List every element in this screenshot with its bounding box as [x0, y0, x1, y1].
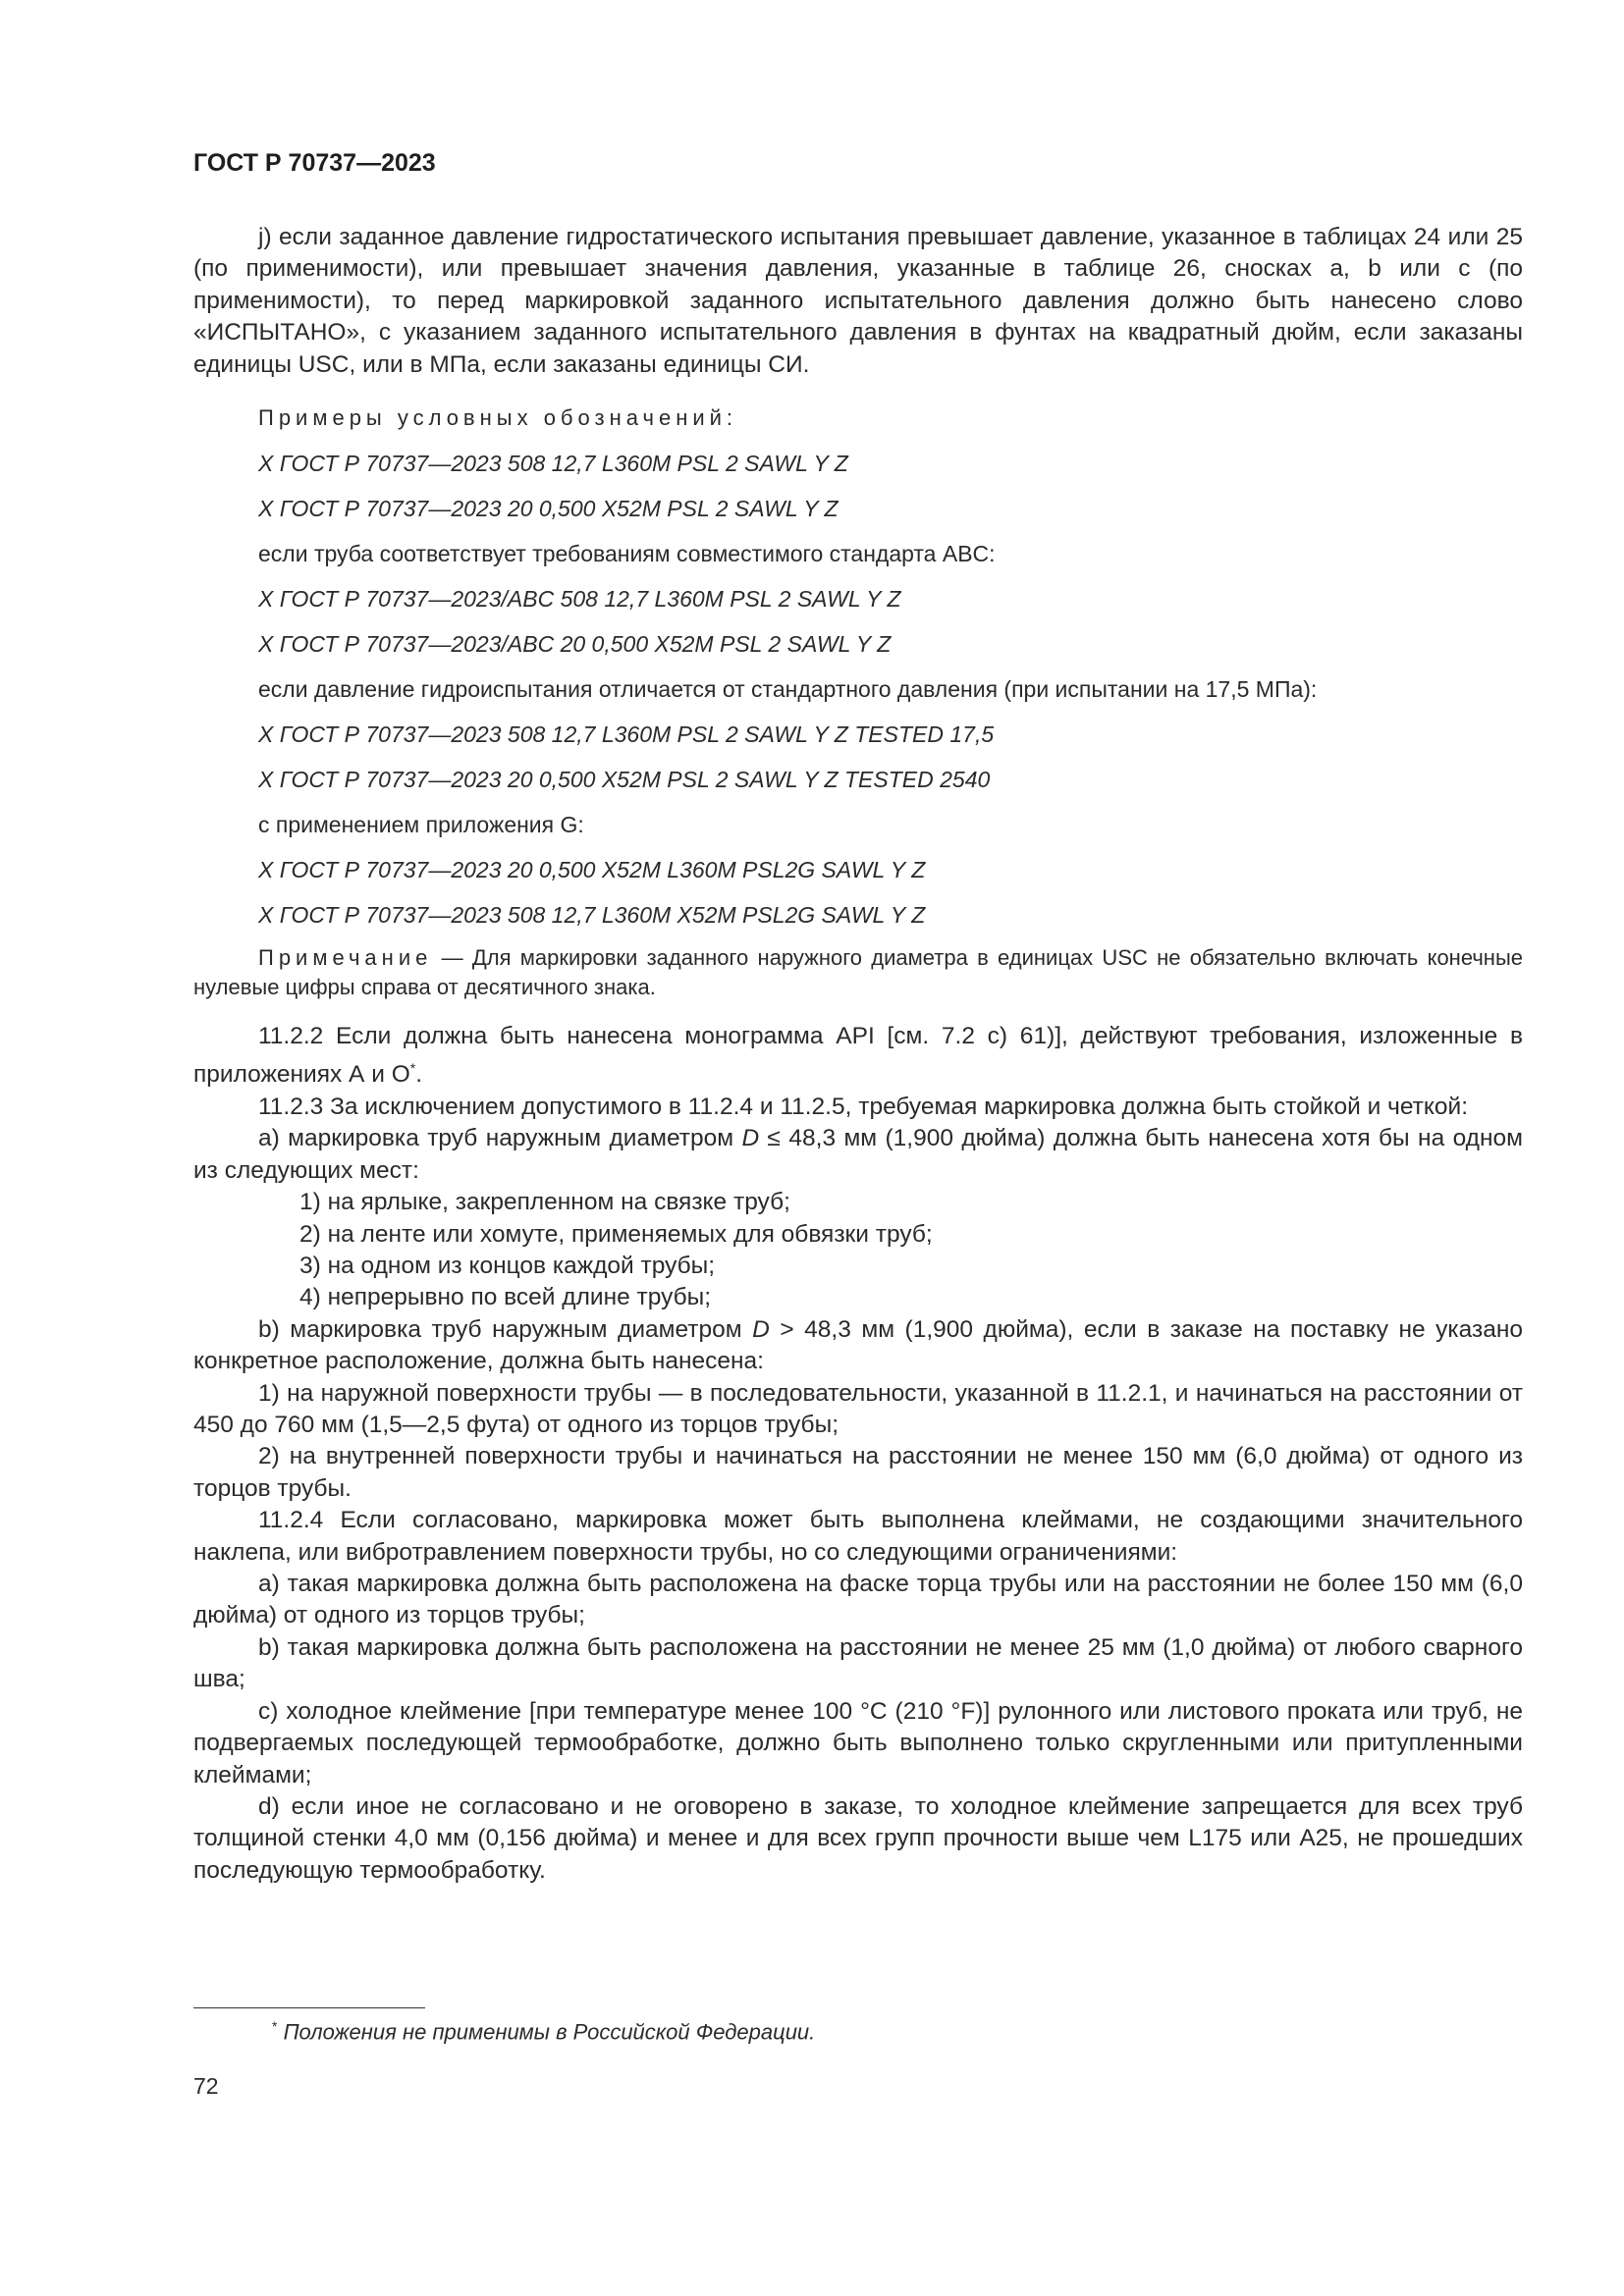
item-c-a: а) такая маркировка должна быть расположена на фаске торца трубы или на расстоянии не более 150 мм (6,0 дюйма) от одного из торцов трубы;	[193, 1571, 1523, 1629]
paragraph-11-2-2-text: 11.2.2 Если должна быть нанесена монограмма API [см. 7.2 с) 61)], действуют требования, изложенные в приложениях А и О	[193, 1023, 1523, 1089]
paragraph-11-2-3: 11.2.3 За исключением допустимого в 11.2.4 и 11.2.5, требуемая маркировка должна быть стойкой и четкой:	[258, 1093, 1469, 1120]
paragraph-11-2-4: 11.2.4 Если согласовано, маркировка может быть выполнена клеймами, не создающими значительного наклепа, или вибротравлением поверхности трубы, но со следующими ограничениями:	[193, 1507, 1523, 1566]
example-line: X ГОСТ Р 70737—2023 508 12,7 L360M X52M PSL2G SAWL Y Z	[258, 902, 926, 928]
document-header: ГОСТ Р 70737—2023	[193, 149, 436, 177]
footnote	[272, 2018, 815, 2045]
item-a-text: а) маркировка труб наружным диаметром	[258, 1125, 742, 1152]
item-b-text: b) маркировка труб наружным диаметром	[258, 1315, 753, 1343]
item-a-variable: D	[741, 1125, 760, 1152]
item-a	[193, 1123, 1523, 1187]
paragraph-11-2-2-end: .	[415, 1061, 423, 1089]
example-intro-hydro: если давление гидроиспытания отличается от стандартного давления (при испытании на 17,5 МПа):	[258, 676, 1318, 702]
note	[193, 943, 1523, 1002]
paragraph-j	[193, 222, 1523, 381]
example-line: X ГОСТ Р 70737—2023 20 0,500 X52M PSL 2 SAWL Y Z TESTED 2540	[258, 767, 991, 792]
example-intro-abc: если труба соответствует требованиям совместимого стандарта ABC:	[258, 541, 996, 566]
document-page	[193, 0, 1523, 2296]
item-b-2: 2) на внутренней поверхности трубы и начинаться на расстоянии не менее 150 мм (6,0 дюйма) от одного из торцов трубы.	[193, 1443, 1523, 1502]
footnote-text: Положения не применимы в Российской Федерации.	[277, 2019, 816, 2045]
note-text: — Для маркировки заданного наружного диаметра в единицах USC не обязательно включать конечные нулевые цифры справа от десятичного знака.	[193, 945, 1523, 999]
paragraph-11-2-2	[193, 1021, 1523, 1092]
main-body	[193, 1021, 1523, 1887]
item-b-variable: D	[752, 1315, 770, 1343]
item-b-text-end: > 48,3 мм (1,900 дюйма), если в заказе на поставку не указано конкретное расположение, должна быть нанесена:	[193, 1315, 1524, 1375]
footnote-mark: *	[272, 2018, 278, 2034]
footnote-divider	[193, 2007, 425, 2008]
item-a-text-end: ≤ 48,3 мм (1,900 дюйма) должна быть нанесена хотя бы на одном из следующих мест:	[193, 1125, 1523, 1184]
item-a-4: 4) непрерывно по всей длине трубы;	[299, 1284, 712, 1311]
paragraph-j-text: j) если заданное давление гидростатического испытания превышает давление, указанное в таблицах 24 или 25 (по применимости), или превышает значения давления, указанные в таблице 26, сносках a, b или c (по применимости), то перед маркировкой заданного испытательного давления должно быть нанесено слово «ИСПЫТАНО», с указанием заданного испытательного давления в фунтах на квадратный дюйм, если заказаны единицы USC, или в МПа, если заказаны единицы СИ.	[193, 224, 1523, 378]
example-line: X ГОСТ Р 70737—2023/ABC 20 0,500 X52M PSL 2 SAWL Y Z	[258, 631, 892, 657]
item-c-d: d) если иное не согласовано и не оговорено в заказе, то холодное клеймение запрещается для всех труб толщиной стенки 4,0 мм (0,156 дюйма) и менее и для всех групп прочности выше чем L175 или А25, не прошедших последующую термообработку.	[193, 1792, 1523, 1884]
example-line: X ГОСТ Р 70737—2023 508 12,7 L360M PSL 2 SAWL Y Z	[258, 451, 848, 476]
page-number: 72	[193, 2073, 219, 2099]
footnote-marker: *	[409, 1060, 416, 1077]
item-b-1: 1) на наружной поверхности трубы — в последовательности, указанной в 11.2.1, и начинаться на расстоянии от 450 до 760 мм (1,5—2,5 фута) от одного из торцов трубы;	[193, 1379, 1523, 1439]
item-a-2: 2) на ленте или хомуте, применяемых для обвязки труб;	[299, 1220, 933, 1248]
example-intro-annex: с применением приложения G:	[258, 812, 584, 837]
examples-label: Примеры условных обозначений:	[258, 405, 738, 430]
example-line: X ГОСТ Р 70737—2023 20 0,500 X52M L360M PSL2G SAWL Y Z	[258, 857, 926, 882]
example-line: X ГОСТ Р 70737—2023/ABC 508 12,7 L360M PSL 2 SAWL Y Z	[258, 586, 901, 612]
item-c-c: c) холодное клеймение [при температуре менее 100 °С (210 °F)] рулонного или листового проката или труб, не подвергаемых последующей термообработке, должно быть выполнено только скругленными или притупленными клеймами;	[193, 1697, 1523, 1789]
item-c-b: b) такая маркировка должна быть расположена на расстоянии не менее 25 мм (1,0 дюйма) от любого сварного шва;	[193, 1633, 1523, 1693]
item-b	[193, 1314, 1523, 1378]
example-line: X ГОСТ Р 70737—2023 508 12,7 L360M PSL 2 SAWL Y Z TESTED 17,5	[258, 721, 995, 747]
note-lead: Примечание	[258, 945, 433, 970]
item-a-3: 3) на одном из концов каждой трубы;	[299, 1253, 716, 1279]
item-a-1: 1) на ярлыке, закрепленном на связке труб;	[299, 1189, 790, 1216]
example-line: X ГОСТ Р 70737—2023 20 0,500 X52M PSL 2 SAWL Y Z	[258, 496, 839, 521]
